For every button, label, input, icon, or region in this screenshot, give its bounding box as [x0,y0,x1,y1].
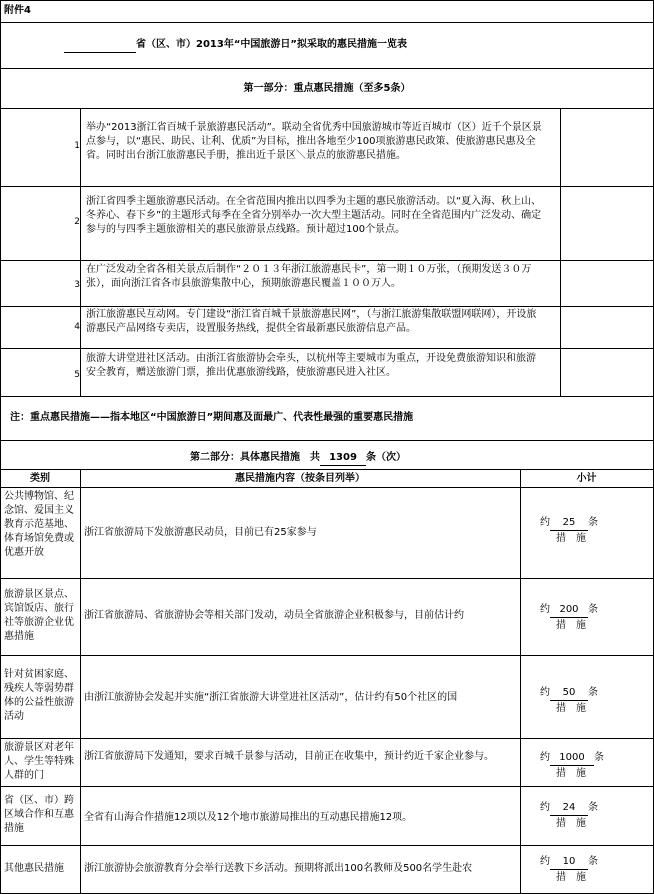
category-cell: 公共博物馆、纪念馆、爱国主义教育示范基地、体育场馆免费或优惠开放 [4,491,74,558]
content-cell: 由浙江旅游协会发起并实施“浙江省旅游大讲堂进社区活动”，估计约有50个社区的国 [84,692,458,703]
column-header-category: 类别 [30,473,50,484]
subtotal-cell: 约 50 条 [540,686,598,701]
category-cell: 省（区、市）跨区域合作和互惠措施 [4,795,74,834]
subtotal-cell: 约 24 条 [540,801,598,816]
subtotal-label: 措 施 [556,533,586,544]
category-cell: 其他惠民措施 [4,863,64,874]
subtotal-label: 措 施 [556,620,586,631]
total-count: 1309 [320,451,366,466]
content-cell: 浙江省旅游局、省旅游协会等相关部门发动，动员全省旅游企业积极参与，目前估计约 [84,610,464,621]
key-measure-text: 在广泛发动全省各相关景点后制作“２０１３年浙江旅游惠民卡”，第一期１０万张，（预期发送３０万张），面向浙江省各市县旅游集散中心，预期旅游惠民覆盖１００万人。 [86,264,532,289]
category-cell: 针对贫困家庭、残疾人等弱势群体的公益性旅游活动 [4,669,74,722]
content-cell: 浙江省旅游局下发旅游惠民动员，目前已有25家参与 [84,527,317,538]
subtotal-cell: 约 200 条 [540,603,598,618]
content-cell: 全省有山海合作措施12项以及12个地市旅游局推出的互动惠民措施12项。 [84,812,413,823]
note: 注：重点惠民措施——指本地区“中国旅游日”期间惠及面最广、代表性最强的重要惠民措施 [10,412,414,423]
key-measure-text: 浙江旅游惠民互动网。专门建设“浙江省百城千景旅游惠民网”，（与浙江旅游集散联盟网联网），开设旅游惠民产品网络专卖店，设置服务热线，提供全省最新惠民旅游信息产品。 [86,309,537,334]
key-measure-text: 浙江省四季主题旅游惠民活动。在全省范围内推出以四季为主题的惠民旅游活动。以“夏入海、秋上山、冬养心、春下乡”的主题形式每季在全省分别举办一次大型主题活动。同时在全省范围内广泛发动、确定参与的与四季主题旅游相关的惠民旅游景点线路。预计超过100个景点。 [86,196,542,235]
item-number: 1 [74,141,80,151]
part1-title: 第一部分：重点惠民措施（至多5条） [243,83,411,94]
subtotal-label: 措 施 [556,703,586,714]
subtotal-label: 措 施 [556,818,586,829]
key-measure-text: 举办“2013浙江省百城千景旅游惠民活动”。联动全省优秀中国旅游城市等近百城市（区）近千个景区景点参与，以“惠民、助民、让利、优质”为目标，推出各地至少100项旅游惠民政策、使旅游惠民惠及全省。同时出台浙江旅游惠民手册，推出近千景区＼景点的旅游惠民措施。 [86,122,542,161]
content-cell: 浙江旅游协会旅游教育分会举行送教下乡活动。预期将派出100名教师及500名学生赴农 [84,863,473,874]
subtotal-cell: 约 25 条 [540,516,598,531]
page-title: 省（区、市）2013年“中国旅游日”拟采取的惠民措施一览表 [64,38,407,53]
item-number: 2 [74,217,80,227]
category-cell: 旅游景区景点、宾馆饭店、旅行社等旅游企业优惠措施 [4,589,74,642]
item-number: 3 [74,280,80,290]
item-number: 5 [74,370,80,380]
column-header-content: 惠民措施内容（按条目列举） [235,473,365,484]
key-measure-text: 旅游大讲堂进社区活动。由浙江省旅游协会牵头，以杭州等主要城市为重点，开设免费旅游知识和旅游安全教育，赠送旅游门票，推出优惠旅游线路，使旅游惠民进入社区。 [86,353,536,378]
content-cell: 浙江省旅游局下发通知，要求百城千景参与活动，目前正在收集中，预计约近千家企业参与。 [84,751,494,762]
subtotal-label: 措 施 [556,768,586,779]
column-header-subtotal: 小计 [576,473,597,484]
subtotal-cell: 约 10 条 [540,855,598,870]
item-number: 4 [74,322,80,332]
subtotal-cell: 约 1000 条 [540,751,604,766]
attachment-label: 附件4 [4,5,31,16]
category-cell: 旅游景区对老年人、学生等特殊人群的门 [4,742,74,781]
subtotal-label: 措 施 [556,872,586,883]
part2-title: 第二部分：具体惠民措施 共 1309 条（次） [190,451,406,466]
